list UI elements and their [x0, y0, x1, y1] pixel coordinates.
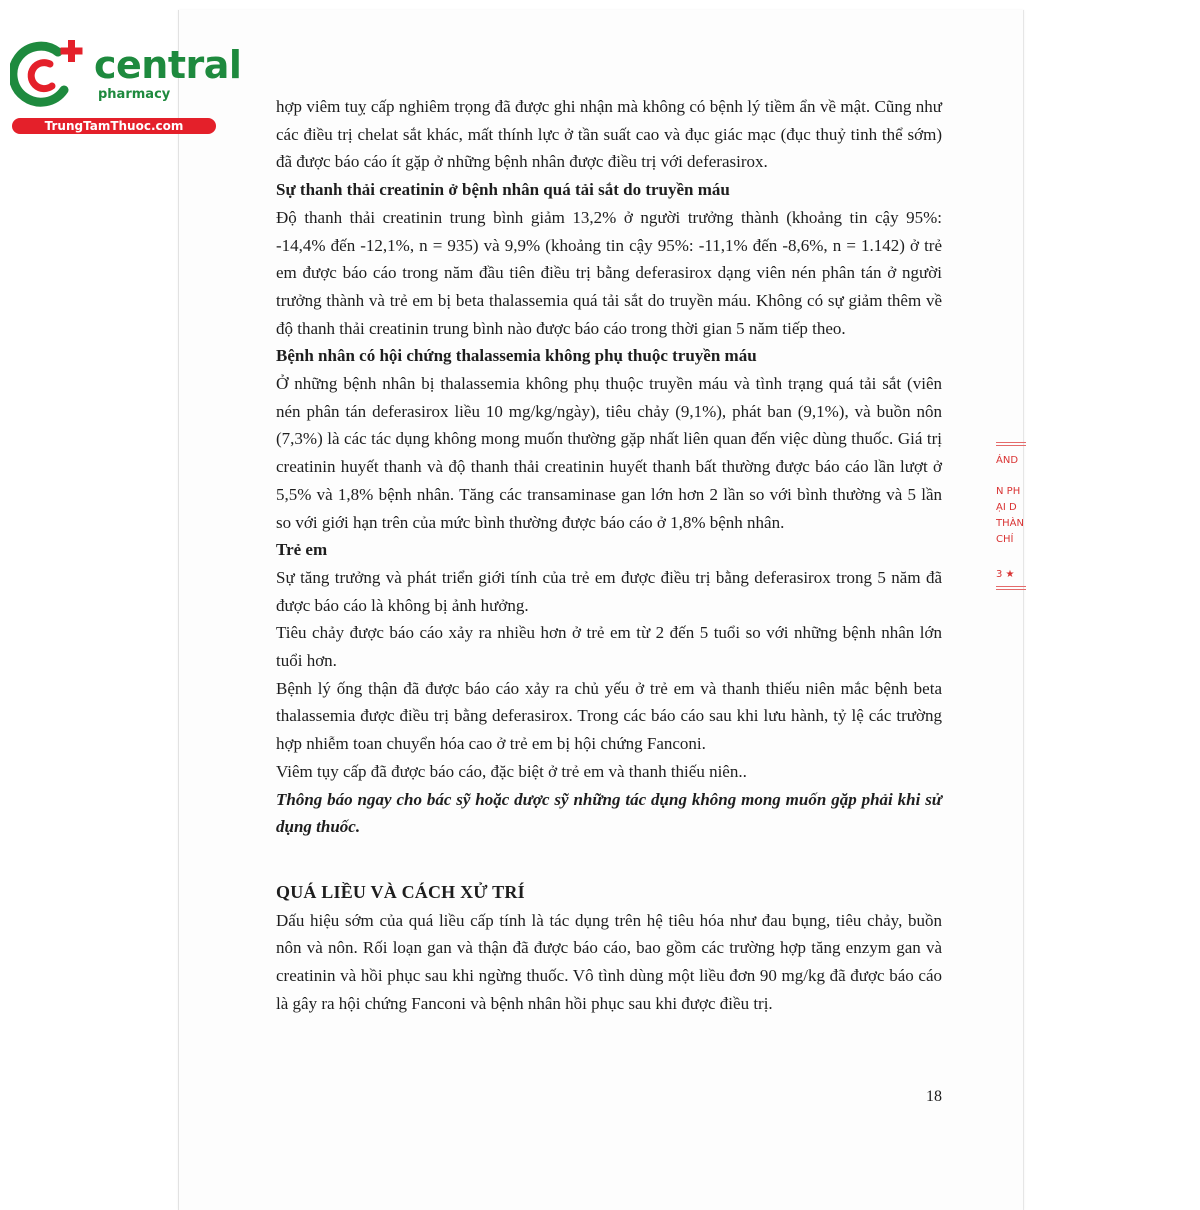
paragraph: Độ thanh thải creatinin trung bình giảm 13,2% ở người trưởng thành (khoảng tin cậy 95%: -14,4% đến -12,1%, n = 935) và 9,9% (khoảng tin cậy 95%: -11,1% đến -8,6%, n = 1.142) ở trẻ em được báo cáo trong năm đầu tiên điều trị bằng deferasirox dạng viên nén phân tán ở người trưởng thành và trẻ em bị beta thalassemia quá tải sắt do truyền máu. Không có sự giảm thêm về độ thanh thải creatinin trung bình nào được báo cáo trong thời gian 5 năm tiếp theo. [276, 207, 942, 338]
stamp-text: ÁND [996, 455, 1019, 466]
heading-children: Trẻ em [276, 540, 328, 560]
stamp-border [996, 442, 1026, 443]
paragraph: hợp viêm tuỵ cấp nghiêm trọng đã được ghi nhận mà không có bệnh lý tiềm ẩn về mật. Cũng như các điều trị chelat sắt khác, mất thính lực ở tần suất cao và đục giác mạc (đục thuỷ tinh thể sớm) đã được báo cáo ít gặp ở những bệnh nhân được điều trị với deferasirox. [276, 97, 942, 172]
paragraph: Sự tăng trưởng và phát triển giới tính của trẻ em được điều trị bằng deferasirox trong 5 năm đã được báo cáo là không bị ảnh hưởng. [276, 567, 942, 615]
page-number: 18 [926, 1088, 942, 1105]
brand-logo[interactable] [8, 38, 242, 138]
central-pharmacy-logo-icon [10, 38, 90, 110]
adverse-effect-warning: Thông báo ngay cho bác sỹ hoặc dược sỹ những tác dụng không mong muốn gặp phải khi sử dụng thuốc. [276, 789, 942, 837]
paragraph: Tiêu chảy được báo cáo xảy ra nhiều hơn ở trẻ em từ 2 đến 5 tuổi so với những bệnh nhân lớn tuổi hơn. [276, 623, 942, 671]
stamp-text: THÀN [996, 518, 1024, 529]
red-stamp-fragment [996, 440, 1026, 598]
stamp-border [996, 586, 1026, 587]
stamp-border [996, 445, 1026, 446]
stamp-text: CHÍ [996, 534, 1014, 545]
logo-brand-name: central [94, 43, 242, 87]
stamp-text: 3 ★ [996, 569, 1015, 580]
paragraph: Bệnh lý ống thận đã được báo cáo xảy ra chủ yếu ở trẻ em và thanh thiếu niên mắc bệnh beta thalassemia được điều trị bằng deferasirox. Trong các báo cáo sau khi lưu hành, tỷ lệ các trường hợp nhiễm toan chuyển hóa cao ở trẻ em bị hội chứng Fanconi. [276, 678, 942, 754]
heading-creatinine-clearance: Sự thanh thải creatinin ở bệnh nhân quá tải sắt do truyền máu [276, 180, 730, 200]
stamp-text: N PH [996, 486, 1021, 497]
logo-url-badge: TrungTamThuoc.com [12, 118, 216, 134]
heading-ntdt-thalassemia: Bệnh nhân có hội chứng thalassemia không phụ thuộc truyền máu [276, 346, 757, 366]
document-body [276, 93, 942, 1018]
paragraph: Ở những bệnh nhân bị thalassemia không phụ thuộc truyền máu và tình trạng quá tải sắt (viên nén phân tán deferasirox liều 10 mg/kg/ngày), tiêu chảy (9,1%), phát ban (9,1%), và buồn nôn (7,3%) là các tác dụng không mong muốn thường gặp nhất liên quan đến việc dùng thuốc. Giá trị creatinin huyết thanh và độ thanh thải creatinin huyết thanh bất thường được báo cáo lần lượt ở 5,5% và 1,8% bệnh nhân. Tăng các transaminase gan lớn hơn 2 lần so với bình thường và 5 lần so với giới hạn trên của mức bình thường được báo cáo ở 1,8% bệnh nhân. [276, 374, 942, 532]
paragraph: Dấu hiệu sớm của quá liều cấp tính là tác dụng trên hệ tiêu hóa như đau bụng, tiêu chảy, buồn nôn và nôn. Rối loạn gan và thận đã được báo cáo, bao gồm các trường hợp tăng enzym gan và creatinin và hồi phục sau khi ngừng thuốc. Vô tình dùng một liều đơn 90 mg/kg đã được báo cáo là gây ra hội chứng Fanconi và bệnh nhân hồi phục sau khi được điều trị. [276, 910, 942, 1013]
logo-subtitle: pharmacy [98, 87, 171, 102]
section-heading-overdose: QUÁ LIỀU VÀ CÁCH XỬ TRÍ [276, 881, 525, 902]
paragraph: Viêm tụy cấp đã được báo cáo, đặc biệt ở trẻ em và thanh thiếu niên.. [276, 761, 747, 781]
stamp-text: ẠI D [996, 502, 1017, 513]
stamp-border [996, 589, 1026, 590]
